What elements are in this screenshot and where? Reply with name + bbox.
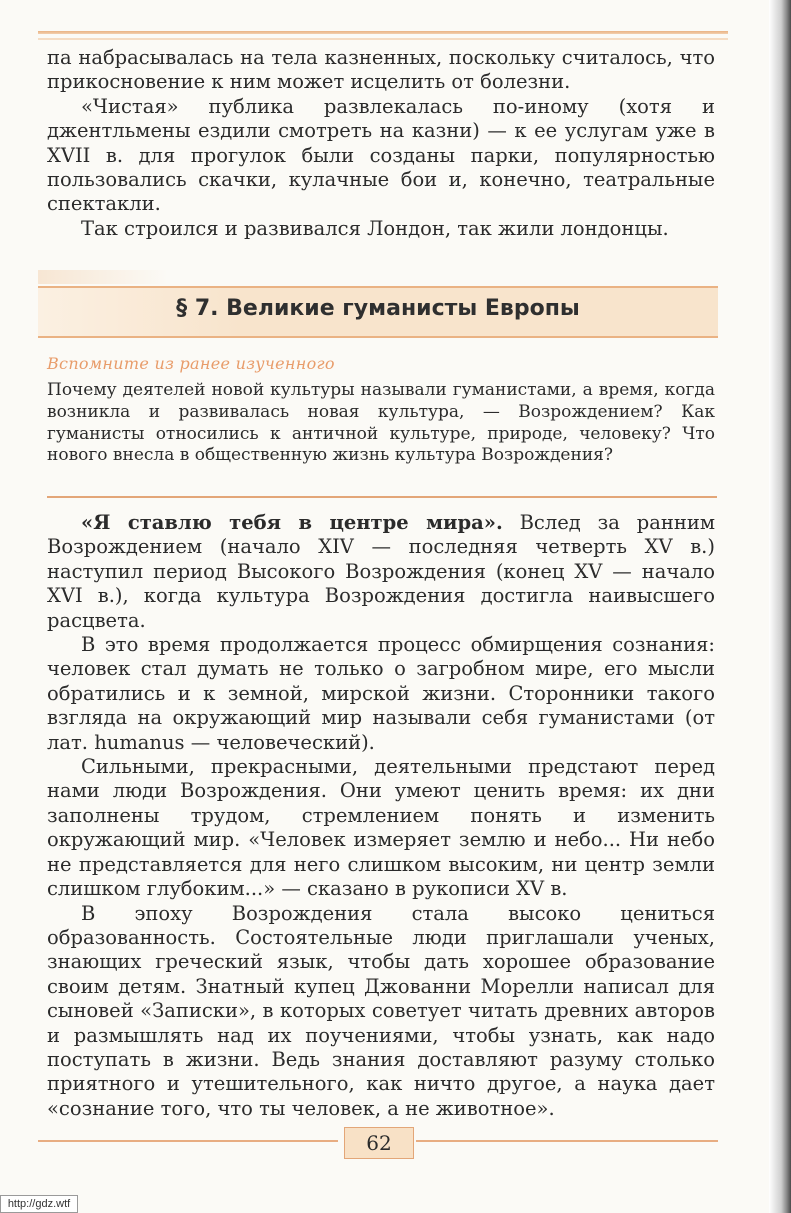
- lead-paragraph: [47, 511, 715, 633]
- lead-text: Вслед за ранним Возрождением (начало XIV — последняя четверть XV в.) наступил период Высокого Возрождения (конец XV — начало XVI в.), когда культура Возрождения достигла наивысшего расцвета.: [47, 511, 715, 632]
- footer-rule-right: [416, 1140, 718, 1142]
- paragraph: Так строился и развивался Лондон, так жили лондонцы.: [81, 216, 669, 240]
- section-heading: § 7. Великие гуманисты Европы: [176, 296, 580, 321]
- main-text-block: [47, 511, 715, 1121]
- paragraph: «Чистая» публика развлекалась по-иному (хотя и джентльмены ездили смотреть на казни) — к ее услугам уже в XVII в. для прогулок были созданы парки, популярностью пользовались скачки, кулачные бои и, конечно, театральные спектакли.: [47, 94, 715, 216]
- top-text-block: [47, 46, 715, 241]
- recall-title: Вспомните из ранее изученного: [47, 354, 335, 373]
- lead-bold-title: «Я ставлю тебя в центре мира».: [81, 511, 503, 534]
- paragraph: Сильными, прекрасными, деятельными предстают перед нами люди Возрождения. Они умеют ценить время: их дни заполнены трудом, стремлением понять и изменить окружающий мир. «Человек измеряет землю и небо... Ни небо не представляется для него слишком высоким, ни центр земли слишком глубоким...» — сказано в рукописи XV в.: [47, 755, 715, 901]
- top-rule: [38, 31, 728, 34]
- heading-fade: [38, 270, 168, 284]
- page-binding-shadow: [769, 0, 791, 1213]
- paragraph: В это время продолжается процесс обмирщения сознания: человек стал думать не только о загробном мире, его мысли обратились и к земной, мирской жизни. Сторонники такого взгляда на окружающий мир называли себя гуманистами (от лат. humanus — человеческий).: [47, 633, 715, 754]
- paragraph: В эпоху Возрождения стала высоко цениться образованность. Состоятельные люди приглашали ученых, знающих греческий язык, чтобы дать хорошее образование своим детям. Знатный купец Джованни Морелли написал для сыновей «Записки», в которых советует читать древних авторов и размышлять над их поучениями, чтобы узнать, как надо поступать в жизни. Ведь знания доставляют разуму столько приятного и утешительного, как ничто другое, а наука дает «сознание того, что ты человек, а не животное».: [47, 901, 715, 1120]
- top-rule-secondary: [38, 38, 728, 40]
- recall-divider: [47, 496, 717, 498]
- paragraph: па набрасывалась на тела казненных, поскольку считалось, что прикосновение к ним может исцелить от болезни.: [47, 46, 715, 94]
- page-number: 62: [344, 1127, 414, 1159]
- footer-rule-left: [38, 1140, 338, 1142]
- watermark-link[interactable]: http://gdz.wtf: [0, 1195, 78, 1213]
- recall-questions: Почему деятелей новой культуры называли гуманистами, а время, когда возникла и развивалась новая культура, — Возрождением? Как гуманисты относились к античной культуре, природе, человеку? Что нового внесла в общественную жизнь культура Возрождения?: [47, 380, 715, 466]
